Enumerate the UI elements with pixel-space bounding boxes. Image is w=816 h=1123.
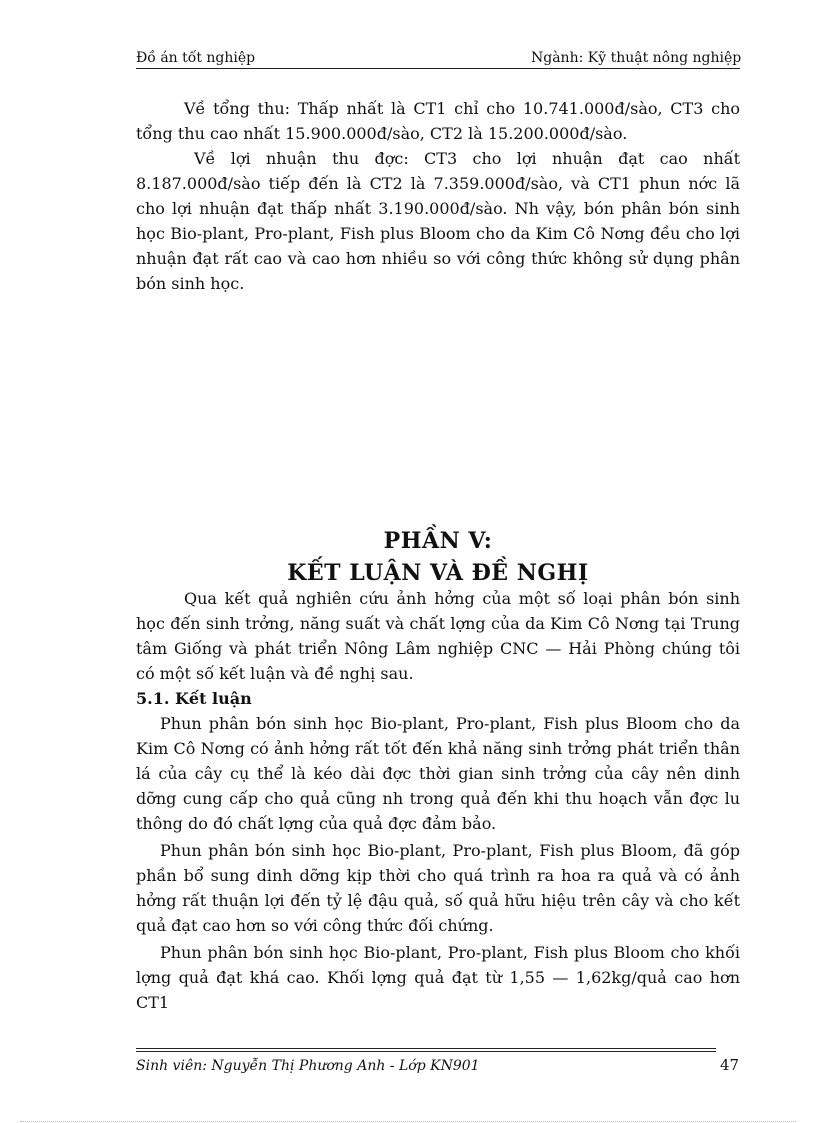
subsection-heading: 5.1. Kết luận [136,689,252,708]
header-right-title: Ngành: Kỹ thuật nông nghiệp [531,50,742,66]
paragraph-intro: Qua kết quả nghiên cứu ảnh hởng của một số loại phân bón sinh học đến sinh trởng, năng suất và chất lợng của da Kim Cô Nơng tại Trung tâm Giống và phát triển Nông Lâm nghiệp CNC — Hải Phòng chúng tôi có một số kết luận và đề nghị sau. [136,589,740,683]
footer-rule-bottom [136,1051,716,1052]
paragraph-conclusion-2: Phun phân bón sinh học Bio-plant, Pro-plant, Fish plus Bloom, đã góp phần bổ sung dinh dỡng kịp thời cho quá trình ra hoa ra quả và có ảnh hởng rất thuận lợi đến tỷ lệ đậu quả, số quả hữu hiệu trên cây và cho kết quả đạt cao hơn so với công thức đối chứng. [136,841,740,935]
section-title-part: PHẦN V: [383,528,493,554]
page-number: 47 [720,1056,740,1074]
section-title-main: KẾT LUẬN VÀ ĐỀ NGHỊ [287,560,589,586]
header-rule [136,68,740,69]
paragraph-profit: Về lợi nhuận thu đợc: CT3 cho lợi nhuận đạt cao nhất 8.187.000đ/sào tiếp đến là CT2 là 7.359.000đ/sào, và CT1 phun nớc lã cho lợi nhuận đạt thấp nhất 3.190.000đ/sào. Nh vậy, bón phân bón sinh học Bio-plant, Pro-plant, Fish plus Bloom cho da Kim Cô Nơng đều cho lợi nhuận đạt rất cao và cao hơn nhiều so với công thức không sử dụng phân bón sinh học. [136,149,740,293]
header-left-title: Đồ án tốt nghiệp [136,50,256,66]
page-edge-line [20,1121,796,1122]
footer-student: Sinh viên: Nguyễn Thị Phương Anh - Lớp KN901 [136,1058,480,1074]
paragraph-conclusion-1: Phun phân bón sinh học Bio-plant, Pro-plant, Fish plus Bloom cho da Kim Cô Nơng có ảnh hởng rất tốt đến khả năng sinh trởng phát triển thân lá của cây cụ thể là kéo dài đợc thời gian sinh trởng của cây nên dinh dỡng cung cấp cho quả cũng nh trong quả đến khi thu hoạch vẫn đợc lu thông do đó chất lợng của quả đợc đảm bảo. [136,714,740,833]
footer-rule-top [136,1048,716,1049]
paragraph-total-revenue: Về tổng thu: Thấp nhất là CT1 chỉ cho 10.741.000đ/sào, CT3 cho tổng thu cao nhất 15.900.000đ/sào, CT2 là 15.200.000đ/sào. [136,99,740,143]
paragraph-conclusion-3: Phun phân bón sinh học Bio-plant, Pro-plant, Fish plus Bloom cho khối lợng quả đạt khá cao. Khối lợng quả đạt từ 1,55 — 1,62kg/quả cao hơn CT1 [136,943,740,1012]
